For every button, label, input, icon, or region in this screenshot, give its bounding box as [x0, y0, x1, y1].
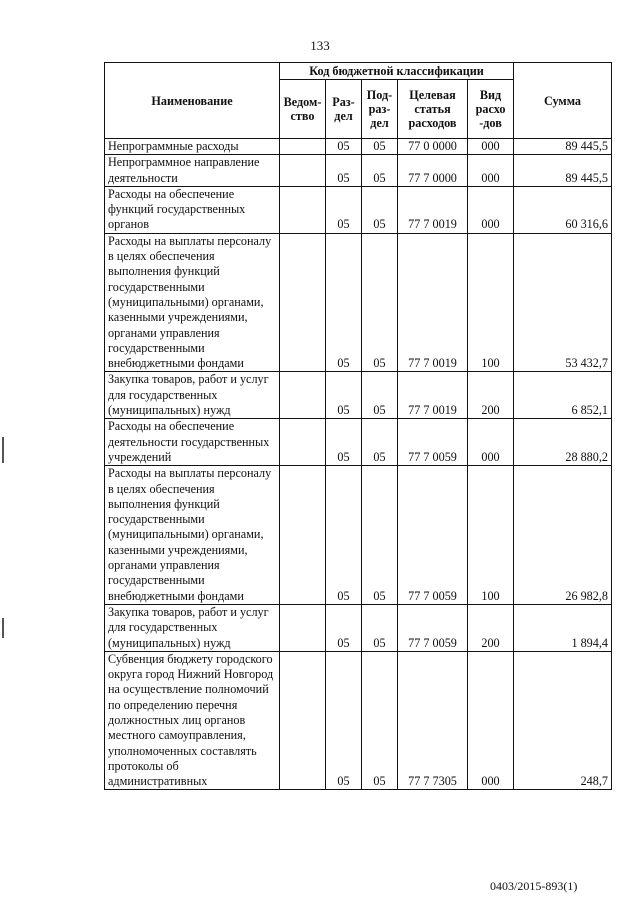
- table-row: [105, 186, 612, 233]
- row-vedomstvo: [280, 419, 326, 466]
- row-razdel: 05: [326, 372, 362, 419]
- column-header-celevaya: Целевая статья расходов: [398, 80, 468, 139]
- row-razdel: 05: [326, 651, 362, 790]
- row-vedomstvo: [280, 466, 326, 605]
- row-name: Субвенция бюджету городского округа город Нижний Новгород на осуществление полномочий по определению перечня должностных лиц органов местного самоуправления, уполномоченных составлять протоколы об административных: [105, 651, 280, 790]
- row-vid: 000: [468, 155, 514, 187]
- row-celevaya: 77 7 0019: [398, 186, 468, 233]
- row-razdel: 05: [326, 604, 362, 651]
- row-summa: 1 894,4: [514, 604, 612, 651]
- row-razdel: 05: [326, 419, 362, 466]
- row-celevaya: 77 7 0059: [398, 604, 468, 651]
- budget-table: [104, 62, 612, 790]
- row-vedomstvo: [280, 155, 326, 187]
- row-razdel: 05: [326, 139, 362, 155]
- row-name: Непрограммное направление деятельности: [105, 155, 280, 187]
- row-razdel: 05: [326, 186, 362, 233]
- row-vid: 000: [468, 651, 514, 790]
- table-row: [105, 372, 612, 419]
- table-row: [105, 604, 612, 651]
- row-celevaya: 77 7 0059: [398, 419, 468, 466]
- row-podrazdel: 05: [362, 466, 398, 605]
- column-header-group: Код бюджетной классификации: [280, 63, 514, 80]
- row-summa: 60 316,6: [514, 186, 612, 233]
- row-vid: 200: [468, 604, 514, 651]
- row-razdel: 05: [326, 233, 362, 372]
- row-podrazdel: 05: [362, 604, 398, 651]
- table-row: [105, 419, 612, 466]
- row-name: Расходы на обеспечение деятельности государственных учреждений: [105, 419, 280, 466]
- row-vid: 100: [468, 233, 514, 372]
- row-vedomstvo: [280, 186, 326, 233]
- row-vid: 000: [468, 139, 514, 155]
- row-vedomstvo: [280, 139, 326, 155]
- row-summa: 53 432,7: [514, 233, 612, 372]
- scan-artifact: [2, 618, 4, 638]
- column-header-vedomstvo: Ведом-ство: [280, 80, 326, 139]
- column-header-name: Наименование: [105, 63, 280, 139]
- row-celevaya: 77 7 0019: [398, 233, 468, 372]
- row-celevaya: 77 7 0019: [398, 372, 468, 419]
- row-podrazdel: 05: [362, 233, 398, 372]
- row-vid: 100: [468, 466, 514, 605]
- row-vid: 000: [468, 186, 514, 233]
- page-number: 133: [310, 38, 330, 53]
- row-vedomstvo: [280, 372, 326, 419]
- row-podrazdel: 05: [362, 651, 398, 790]
- row-summa: 248,7: [514, 651, 612, 790]
- row-name: Закупка товаров, работ и услуг для государственных (муниципальных) нужд: [105, 604, 280, 651]
- table-row: [105, 651, 612, 790]
- row-name: Закупка товаров, работ и услуг для государственных (муниципальных) нужд: [105, 372, 280, 419]
- row-podrazdel: 05: [362, 419, 398, 466]
- row-celevaya: 77 7 0059: [398, 466, 468, 605]
- table-row: [105, 233, 612, 372]
- row-name: Расходы на выплаты персоналу в целях обеспечения выполнения функций государственными (муниципальными) органами, казенными учреждениями, органами управления государственными внебюджетными фондами: [105, 466, 280, 605]
- row-podrazdel: 05: [362, 372, 398, 419]
- row-vedomstvo: [280, 651, 326, 790]
- table-row: [105, 155, 612, 187]
- row-summa: 28 880,2: [514, 419, 612, 466]
- row-name: Непрограммные расходы: [105, 139, 280, 155]
- row-razdel: 05: [326, 466, 362, 605]
- row-celevaya: 77 0 0000: [398, 139, 468, 155]
- row-podrazdel: 05: [362, 139, 398, 155]
- row-razdel: 05: [326, 155, 362, 187]
- row-summa: 26 982,8: [514, 466, 612, 605]
- scan-artifact: [2, 437, 4, 463]
- column-header-podrazdel: Под-раз-дел: [362, 80, 398, 139]
- column-header-vid: Вид расхо -дов: [468, 80, 514, 139]
- document-code: 0403/2015-893(1): [490, 879, 578, 893]
- column-header-summa: Сумма: [514, 63, 612, 139]
- table-row: [105, 139, 612, 155]
- row-vid: 000: [468, 419, 514, 466]
- row-celevaya: 77 7 7305: [398, 651, 468, 790]
- column-header-razdel: Раз-дел: [326, 80, 362, 139]
- row-name: Расходы на обеспечение функций государственных органов: [105, 186, 280, 233]
- row-summa: 6 852,1: [514, 372, 612, 419]
- table-row: [105, 466, 612, 605]
- row-podrazdel: 05: [362, 155, 398, 187]
- row-podrazdel: 05: [362, 186, 398, 233]
- row-vid: 200: [468, 372, 514, 419]
- row-summa: 89 445,5: [514, 139, 612, 155]
- row-name: Расходы на выплаты персоналу в целях обеспечения выполнения функций государственными (муниципальными) органами, казенными учреждениями, органами управления государственными внебюджетными фондами: [105, 233, 280, 372]
- row-summa: 89 445,5: [514, 155, 612, 187]
- row-celevaya: 77 7 0000: [398, 155, 468, 187]
- row-vedomstvo: [280, 233, 326, 372]
- row-vedomstvo: [280, 604, 326, 651]
